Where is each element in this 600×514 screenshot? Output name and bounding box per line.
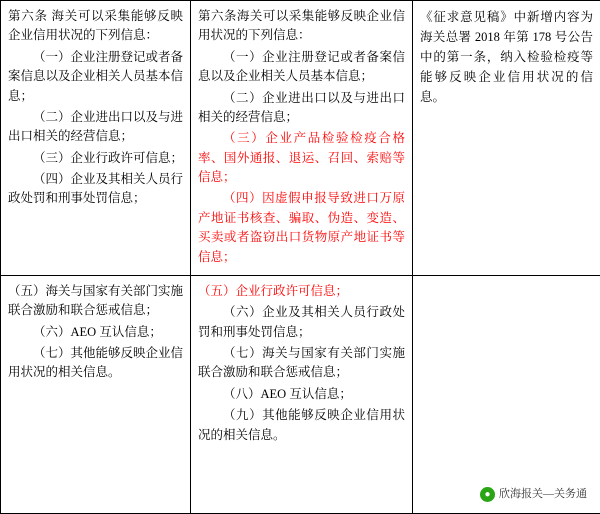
paragraph-highlighted: （四）因虚假申报导致进口万原产地证书核查、骗取、伪造、变造、买卖或者盗窃出口货物原产地证书等信息；: [198, 189, 405, 267]
watermark-badge: [480, 486, 587, 503]
table-row: [1, 275, 600, 513]
paragraph: （七）其他能够反映企业信用状况的相关信息。: [8, 344, 183, 383]
paragraph: 第六条海关可以采集能够反映企业信用状况的下列信息：: [198, 7, 405, 46]
paragraph: （二）企业进出口以及与进出口相关的经营信息；: [8, 108, 183, 147]
cell-new-regulation-bottom: [191, 275, 413, 513]
paragraph: （六）企业及其相关人员行政处罚和刑事处罚信息；: [198, 303, 405, 342]
paragraph: 《征求意见稿》中新增内容为海关总署 2018 年第 178 号公告中的第一条，纳入检验检疫等能够反映企业信用状况的信息。: [420, 7, 593, 107]
paragraph: （七）海关与国家有关部门实施联合激励和联合惩戒信息；: [198, 344, 405, 383]
cell-old-regulation-bottom: [1, 275, 191, 513]
paragraph: （六）AEO 互认信息；: [8, 323, 183, 342]
wechat-icon: ●: [480, 487, 495, 502]
cell-new-regulation-top: [191, 1, 413, 276]
paragraph: （二）企业进出口以及与进出口相关的经营信息；: [198, 89, 405, 128]
paragraph: （八）AEO 互认信息；: [198, 385, 405, 404]
paragraph: （一）企业注册登记或者备案信息以及企业相关人员基本信息；: [198, 48, 405, 87]
cell-old-regulation-top: [1, 1, 191, 276]
paragraph: （一）企业注册登记或者备案信息以及企业相关人员基本信息；: [8, 48, 183, 106]
paragraph: （九）其他能够反映企业信用状况的相关信息。: [198, 406, 405, 445]
paragraph-highlighted: （五）企业行政许可信息；: [198, 282, 405, 301]
paragraph: （五）海关与国家有关部门实施联合激励和联合惩戒信息；: [8, 282, 183, 321]
table-row: [1, 1, 600, 276]
note-cell-inner: [420, 282, 593, 507]
cell-note-top: [413, 1, 600, 276]
paragraph: （三）企业行政许可信息；: [8, 149, 183, 168]
paragraph: （四）企业及其相关人员行政处罚和刑事处罚信息；: [8, 170, 183, 209]
paragraph-highlighted: （三）企业产品检验检疫合格率、国外通报、退运、召回、索赔等信息；: [198, 129, 405, 187]
watermark-text: 欣海报关—关务通: [499, 486, 587, 503]
paragraph: 第六条 海关可以采集能够反映企业信用状况的下列信息：: [8, 7, 183, 46]
cell-note-bottom: [413, 275, 600, 513]
